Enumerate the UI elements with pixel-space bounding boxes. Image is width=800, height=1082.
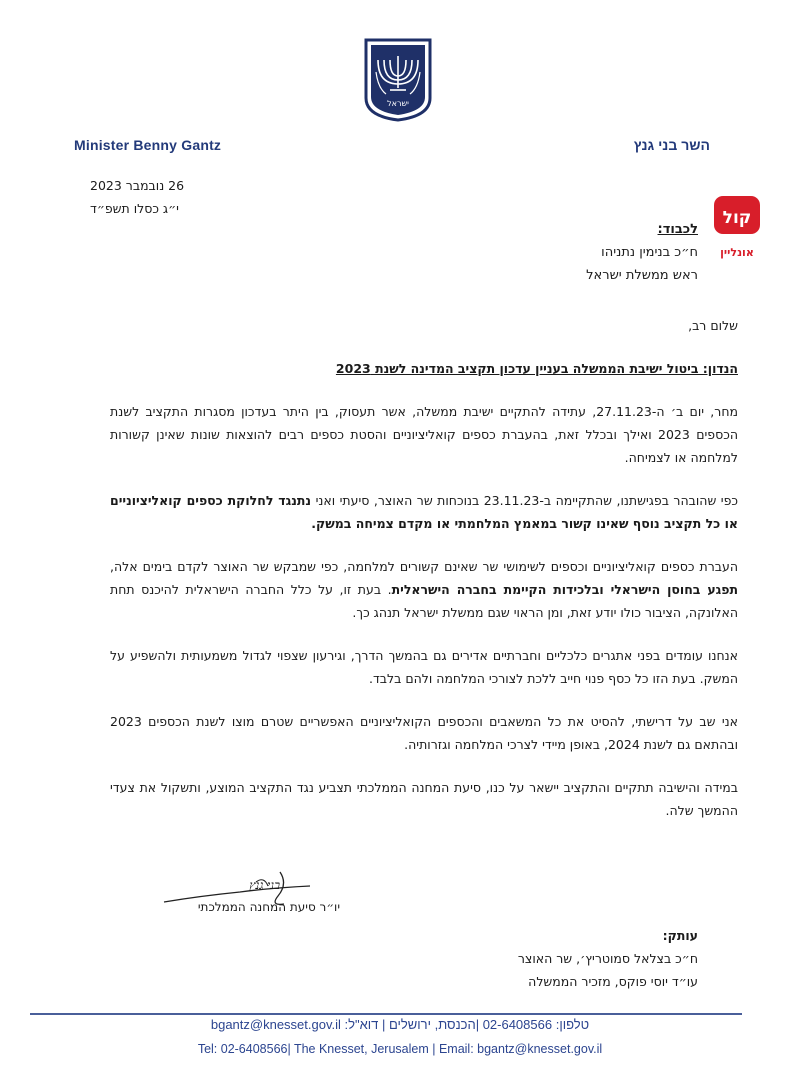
greeting: שלום רב, — [688, 318, 738, 333]
addressee-line-1: ח״כ בנימין נתניהו — [601, 245, 698, 260]
emblem-caption: ישראל — [387, 99, 409, 108]
paragraph-2-bold: נתנגד לחלוקת כספים קואליציוניים או כל תקציב נוסף שאינו קשור במאמץ המלחמתי או מקדם צמיחה במשק. — [110, 493, 738, 531]
footer-divider — [30, 1013, 742, 1015]
letter-body — [110, 314, 738, 842]
logo-bottom-text: אונליין — [720, 246, 754, 259]
copies-line-1: ח״כ בצלאל סמוטריץ׳, שר האוצר — [517, 951, 698, 966]
paragraph-3-bold: תפגע בחוסן הישראלי ובלכידות הקיימת בחברה הישראלית — [391, 582, 738, 597]
kol-chai-logo — [712, 190, 762, 270]
footer-hebrew: טלפון: 02-6408566 |הכנסת, ירושלים | דוא"ל: bgantz@knesset.gov.il — [210, 1017, 590, 1032]
minister-name-hebrew: השר בני גנץ — [633, 137, 710, 153]
signature-title: יו״ר סיעת המחנה הממלכתי — [197, 900, 340, 914]
state-emblem-icon — [362, 36, 434, 122]
paragraph-3-text: העברת כספים קואליציוניים וכספים לשימושי שר שאינם קשורים למלחמה, כפי שמבקש שר האוצר לקדם בימים אלה, — [110, 559, 738, 574]
minister-name-english: Minister Benny Gantz — [74, 137, 222, 153]
paragraph-4: אנחנו עומדים בפני אתגרים כלכליים וחברתיים אדירים גם בהמשך הדרך, וגירעון שצפוי לגדול משמעותית ולהשפיע על המשק. בעת הזו כל כסף פנוי חייב ללכת לצורכי המלחמה ולהם בלבד. — [110, 648, 738, 686]
copies-block — [338, 924, 698, 993]
paragraph-1: מחר, יום ב׳ ה-27.11.23, עתידה להתקיים ישיבת ממשלה, אשר תעסוק, בין היתר בעדכון מסגרות התקציב לשנת הכספים 2023 ואילך ובכלל זאת, בהעברת כספים קואליציוניים והסטת כספים רבים להוצאות שונות שאינן קשורות למלחמה או לצמיחה. — [110, 404, 738, 465]
logo-top-text: קול — [722, 208, 752, 228]
copies-line-2: עו״ד יוסי פוקס, מזכיר הממשלה — [528, 974, 698, 989]
paragraph-3 — [110, 555, 738, 624]
paragraph-2 — [110, 489, 738, 535]
signature-name: בני גנץ — [249, 878, 280, 892]
subject-line: הנדון: ביטול ישיבת הממשלה בעניין עדכון תקציב המדינה לשנת 2023 — [335, 361, 738, 376]
hebrew-date: י״ג כסלו תשפ״ד — [90, 201, 179, 216]
addressee-label: לכבוד: — [657, 222, 698, 237]
paragraph-3-tail: . בעת זו, על כלל החברה הישראלית להיכנס תחת האלונקה, הציבור כולו יודע זאת, ומן הראוי שגם ממשלת ישראל תנהג כך. — [110, 582, 738, 620]
paragraph-6: במידה והישיבה תתקיים והתקציב יישאר על כנו, סיעת המחנה הממלכתי תצביע נגד התקציב המוצע, ותשקול את צעדי ההמשך שלה. — [110, 780, 738, 818]
footer-english: Tel: 02-6408566| The Knesset, Jerusalem | Email: bgantz@knesset.gov.il — [197, 1042, 603, 1056]
copies-label: עותק: — [662, 928, 698, 943]
letter-dates — [90, 174, 220, 220]
paragraph-5: אני שב על דרישתי, להסיט את כל המשאבים והכספים הקואליציוניים האפשריים שטרם מוצו לשנת הכספים 2023 ובהתאם גם לשנת 2024, באופן מיידי לצרכי המלחמה וגזרותיה. — [110, 714, 738, 752]
addressee-line-2: ראש ממשלת ישראל — [586, 268, 698, 283]
signature-block — [100, 866, 340, 926]
paragraph-2-text: כפי שהובהר בפגישתנו, שהתקיימה ב-23.11.23 בנוכחות שר האוצר, סיעתי ואני — [311, 493, 739, 508]
addressee-block — [398, 218, 698, 287]
gregorian-date: 26 נובמבר 2023 — [90, 178, 185, 193]
